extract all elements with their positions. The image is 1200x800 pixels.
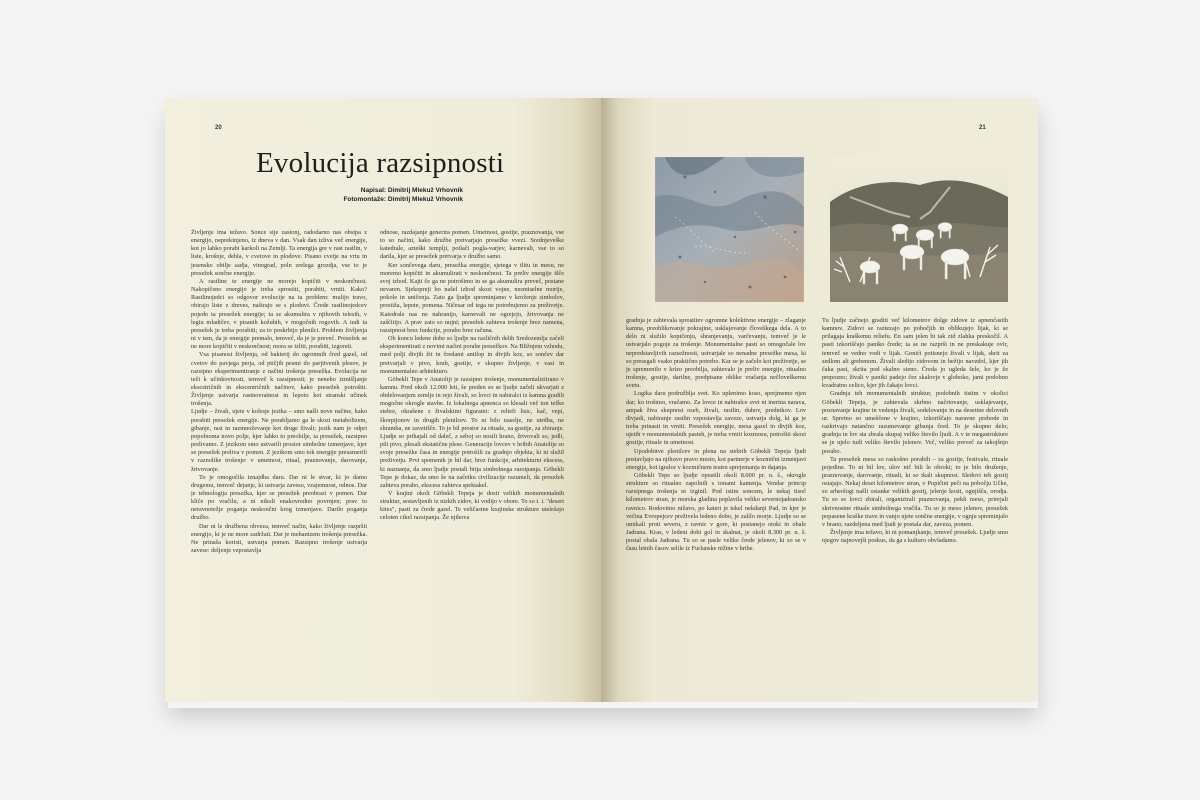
satellite-photo — [655, 157, 804, 302]
paragraph: To je omogočila iznajdba daru. Dar ni le stvar, ki jo damo drugemu, temveč dejanje, ki ustvarja zaveso, vzajemnost, odnos. Dar je tehnologija presežka, kjer se presežek preobrazi v pomen. Dar kliče po vračilu, a ni nikoli enakovredno povrnjen; prav to neravnotežje poganja neskončni krog izmenjave. Darilo poganja družbo. — [191, 473, 367, 522]
paragraph: Logika daru podružblja svet. Ko uplenimo koso, sprejmemo njen dar; ko trošimo, vračamo. Za lovce in nabiralce svet ni inertna narava, ampak živa skupnost oseb, živali, rastlin, duhov, prednikov. Lov divjadi, nabiranje rastlin vzpostavlja zaveze, ustvarja dolg, ki ga je treba prinasti in vrniti. Presežek energije, mesa gazel in divjih koz, ujetih v monumentalnih pasteh, je treba vrniti kozmosu, potrošiti skozi gostije, rituale in umetnost. — [626, 390, 806, 447]
text-column-2 — [380, 229, 564, 671]
text-column-4 — [822, 317, 1008, 671]
paragraph: V krajini okoli Göbekli Tepeja je dosti velikih monumentalnih struktur, sestavljenih iz nizkih zidov, ki vodijo v obore. To so t. i. "desert kites", pasti za črede gazel. Te veličastne krajinske strukture utelešajo celoten cikel razsipanja. Že njihova — [380, 490, 564, 522]
text-column-1 — [191, 229, 367, 671]
paragraph: Göbekli Tepe v Anatoliji je razsipno trošenje, monumentaliziirano v kamnu. Pred okoli 12.000 leti, še preden so se ljudje začeli ukvarjati z obdelovanjem zemlje in rejo živali, so lovci in nabiralci iz kamna gradili mogočne okrogle stavbe. Iz lokalnega apnenca so klesali več ton težke stebre, okrašene z živalskimi figurami: z reliefi lisic, kač, vepi, škorpijonov in drugih plenilcev. To ni bilo naselje, ne utrdba, ne shramba, ne zavetišče. To je bil prostor za rituale, za gostije, za zbiranje. Ljudje so prihajali od daleč, z seboj so nosili hrano, žrtvovali so, jedli, pili pivo, plesali ekstatične plese. Generacije lovcev v hribih Anatolije so svoje presežke časa in energije potrošili za gradnjo objekta, ki ni služil preživetju. Prvi spomenik je bil dar, brez funkcije, arhitekturni ekscess, ki naznanja, da smo ljudje postali bitja simbolnega razsipanja. Göbekli Tepe je dokaz, da smo še na začetku civilizacije razumeli, da presežek zahteva porabo, ekscess zahteva spektakel. — [380, 375, 564, 489]
deer-herd-illustration — [830, 157, 1008, 302]
author-credit: Napisal: Dimitrij Mlekuž Vrhovnik — [360, 187, 463, 194]
paragraph: Vsa pisanost življenja, od bakterij do ogromnih čred gazel, od cvetov do pavjega perja, od ptičjih pesmi do parjitvenih plesov, je razsipno eksperimentiranje z načini trošenja presežka. Evolucija ne teži k učinkovitosti, temveč k razsipnosti; je neneho izmišljanje ekscetričnih in ekscentričnih načinov, kako presežek potrošiti. Življenje ustvarja rastnovratnost in lepoto kot stranski učinek trošenja. — [191, 351, 367, 408]
article-title: Evolucija razsipnosti — [256, 147, 505, 179]
paragraph: Tu ljudje začnejo graditi več kilometrov dolge zidove iz apnenčastih kamnov. Zidovi se raztezajo po pobočjih in oblikujejo lijak, ki se prilagaja kraškemu reliefu. En sam jelen bi tak zid zlahka preskočil. A pasti izkoriščajo paniko črede; ta se ne razprši in ne preskakuje ovir, temveč se vedno vodi v lijak. Gonići potisnejo živali v lijak, skrit za sedlom ali grebenom. Živali sledijo zidovom in bežijo navzdol, kjer jih čaka past, skrita pod skalno steno. Čreda jo ugleda šele, ko je že prepozno; živali v paniki padejo čez skalovje v globoko, jami podobno kvadratno celico, kjer jih čakajo lovci. — [822, 317, 1008, 390]
paragraph: Ljudje – živali, ujete v kolesje jezika – smo našli nove načine, kako porabiti presežek energije. Ne porabljamo ga le skozi metabolizem, gibanje, rast in razmnoževanje kot druge živali; jezik nam je odpri popolnoma novo polje, kjer lahko to preobilje, ta presežek, razsipno prelivamo. Z jezikom smo ustvarili prostor simbolne izmenjave, kjer se presežek preliva v pomen. Z jezikom smo tok energije preusmerili v raznolike trošenje: v umetnost, ritual, praznovanje, darovanje, žrtvovanje. — [191, 408, 367, 473]
paragraph: Ker sončevega daru, presežka energije, sjetega v tlitu in mesu, ne moremo kopičiti in akumulirati v neskončnost. Ta preliv energije išče svoj izhod. Kajti če ga ne potrošimo in se ga akumulira preveč, postane nevaren. Sjekopreji bo našel izhod skozi vojne, nesmiselne morije, pokole in uničenja. Zato ga ljudje spreminjamo v kroženje simbolov, prestiža, lepotе, pomena. Ničesar od tega ne potrebujemo za preživetje. Katedrale nas ne nahranijo, karnevali ne ogrejejo, žrtvovanja ne zaščitijo. A prav zato so nujni; presežek zahteva trošenje brez namena, razsipnost brez funkcije, porabo brez računa. — [380, 261, 564, 334]
paragraph: odnose, razdajanje generira pomen. Umetnost, gostije, praznovanja, vse to so načini, kako družbe pretvarjajo presežke vvezi. Srednjeveške katedrale, azteški templji, potlači pogla-varjev, karnevali, vse to so darila, kjer se presežek pretvarja v družbo samo. — [380, 229, 564, 261]
paragraph: Življenje ima težavo. Sonce sije zastonj, radodarno nas obsipa z energijo, neprekinjeno, iz dneva v dan. Vsak dan izliva več energije, kot jo lahko porabi karkoli na Zemlji. Ta energija gre v rast rastlin, v liste, krošnje, debla, v cvetove in plodove. Pisano cvetje na vrtu in jesensko obilje sadja, vinograd, poln zrelega grozdja, vse to je presežek sončne energije. — [191, 229, 367, 277]
left-page-number: 20 — [215, 125, 222, 131]
paragraph: A rastline te energije ne morejo kopičiti v neskončnost. Nakopičeno energijo je treba sprostiti, porabiti, vrniti. Kako? Rastlinojedci so odgovor evolucije na ta problem: mulijo travo, obirajo liste z dreves, naširajo se s plodovi. Črede rastlinojedcev pojedo ta presežek energije; ta se akumulira v njihovih telesih, v legiu mladičev, v pisanih kožuhih, v mogočnih rogovih. A tudi ta presežek je treba porabiti; za to poskrbijo plenilci. Problem življenja ni v tem, da je energije premalo, temveč, da je je preveč. Presežek se ne more kopičiti v neskončnost; mora se izliti, porabiti, izgoreti. — [191, 277, 367, 351]
paragraph: gradnja je zahtevala sprostitev ogromne kolektivne energije – zlaganje kamna, preoblikovanje pokrajine, usklajevanje človeškega dela. A to delo ni služilo kopičenju, shranjevanju, varčevanju, temveč je le ustvarjalo pogoje za trošenje. Monumentalne pasti so omogočale lov nepredstavljivih razsežnosti, ustvarjale so nenadne presežke mesa, ki so presegali vsako praktično potrebo. Kar se je začelo kot preživetje, se je spremenilo v krizo preobilja, zahtevalo je preliv energije, ritualno trošenje, gostije, darilne, predpisane oblike vračanja nečloveškemu svetu. — [626, 317, 806, 390]
paragraph: Ta presežek mesa so raskošno porabili – za gostije, festivale, rituale pojedine. To ni bil lov, ulov nič bili le obroki; to je bilo druženje, praznovanje, darovanje, rituali, ki so tkali skupnost. Sledovi teh gostij ostajajo. Nekaj deset kilometrov stran, v Pupičini peči na pobočju Učke, so arheologi našli ostanke velikih gostij, jelenje kosti, ognjišča, orodja. Tu so se lovci zbirali, organizirali praznovanja, pekli meso, prirejali skrivnostne rituale simbolnega vračila. Tu so je meso jelenov, presežek popasene kraške trave in vanjo ujete sončne energije, v ognju spreminjalo v hrano; razdeljena med ljudi je postala dar, zaveza, pomen. — [822, 455, 1008, 528]
paragraph: Gradnja teh monumentalnih struktur, podobnih tistim v okolici Göbekli Tepeja, je zahtevala skrbno načrtovanje, usklajevanje, poznavanje krajine in vedenja živali, sodelovanje in na desetine delovnih ur. Spretno so umeščene v krajino, izkoriščajo naravne prehode in razkrivajo natančno razumevanje gibanja čred. To je skupno delo; gradnja in lov sta zbrala skupaj veliko število ljudi. A v te megastrukture se je ujelo tudi veliko število jelenov. Več, veliko preveč za takojšnjo porabo. — [822, 390, 1008, 455]
paragraph: Upodobitve plenilcev in plena na stebrih Göbekli Tepeja ljudi postavljajo na njihovo pravo mesto, kot partnerje v kozmični izmenjavi energije, kot igralce v kozmičnem teatru sprejemanja in dajanja. — [626, 447, 806, 471]
right-page-number: 21 — [979, 125, 986, 131]
paragraph: Ob koncu ledene dobe so ljudje na različnih delih Sredozemlja začeli eksperimentirati z novimi načini porabe presežkov. Na Bližnjem vzhodu, med polji divjih žit in čredami antilop in divjih koz, so sončev dar pretvarjali v pivo, kruh, gostije, v skupno življenje, v vasi in monumentalno arhitekturo. — [380, 335, 564, 375]
paragraph: Dar ni le družbena obveza, temveč način, kako življenje razpršii energijo, ki je ne more zadržati. Dar je mehanizem trošenja presežka. Ne prinaša koristi, ustvarja pomen. Razsipno trošenje ustvarja zavese: deljenje vzpostavlja — [191, 522, 367, 555]
deer-photomontage — [830, 157, 1008, 302]
text-column-3 — [626, 317, 806, 671]
paragraph: Göbekli Tepe so ljudje opustili okoli 8.000 pr. n. š., okrogle strukture so ritualno zapolnili s tonami kamenja. Vendar princip razsipnega trošenja ni izginil. Pod istim soncem, le nekaj tisoč kilometrov stran, je morska gladina poplavila veliko severnojadransko ravnico. Rodovitno nižavo, po kateri je tekel nekdanji Pad, in kjer je večina Evropejcev preživela ledeno dobo, je zalilo morje. Ljudje so se umikali proti severu, z ravnic v gore, ki postanejo otoki in obale Jadrana. Kras, v ledeni dobi gol in skalnat, je okoli 8.300 pr. n. š. postal obala Jadrana. Tu so se pasle velike črede jelenov, ki so se v času letnih časov selile iz Furlanske nižine v hribe. — [626, 471, 806, 553]
photo-credit: Fotomontaže: Dimitrij Mlekuž Vrhovnik — [343, 196, 463, 203]
paragraph: Življenje ima težavo, ki ni pomanjkanje, temveč presežek. Ljudje smo njegov najnovejši poskus, da ga s kulturo obvladamo. — [822, 529, 1008, 545]
satellite-terrain-illustration — [655, 157, 804, 302]
